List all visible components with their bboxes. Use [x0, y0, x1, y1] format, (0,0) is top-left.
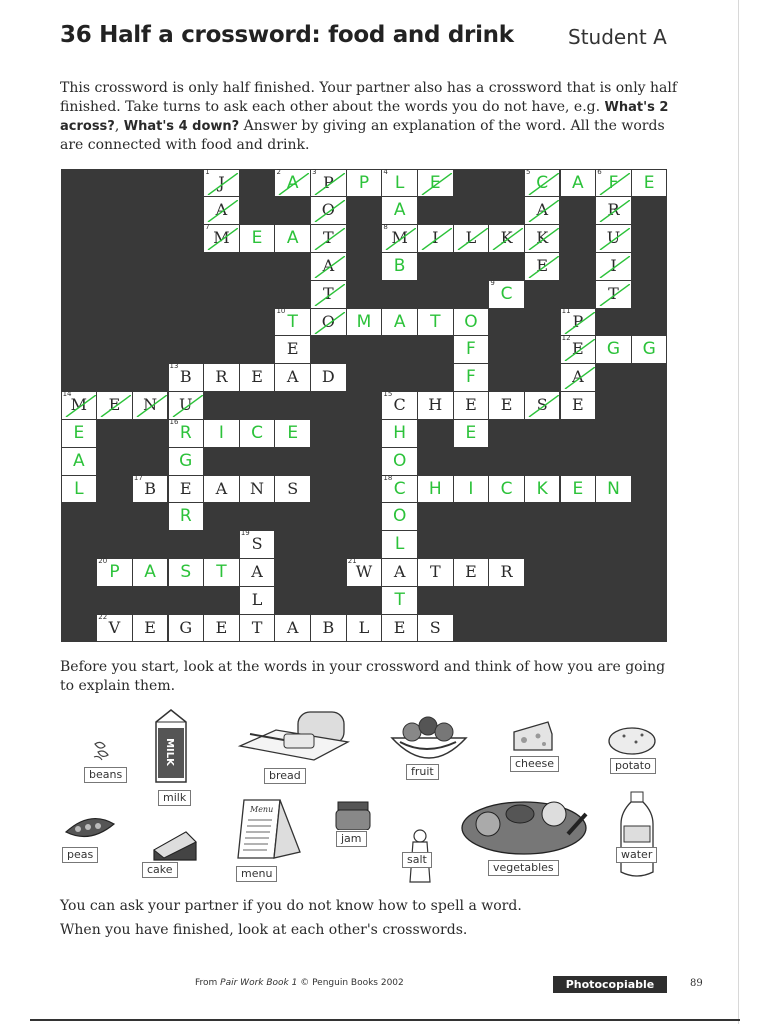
milk-carton-text: MILK	[164, 738, 175, 766]
example-question-1: What's 2 across?	[60, 100, 669, 134]
handwritten-letter: K	[536, 478, 548, 499]
crossword-cell	[525, 476, 559, 503]
crossword-cell	[561, 306, 595, 336]
printed-letter: E	[215, 617, 228, 637]
page-number: 89	[690, 978, 703, 989]
crossword-cell	[169, 503, 203, 530]
printed-letter: I	[610, 255, 617, 275]
printed-letter: G	[179, 617, 193, 637]
printed-letter: A	[322, 255, 335, 275]
crossword-cell	[561, 170, 595, 197]
handwritten-letter: C	[393, 478, 406, 499]
handwritten-letter: R	[179, 506, 192, 527]
crossword-cell	[561, 336, 595, 363]
jam-label: jam	[336, 831, 367, 847]
crossword-cell	[454, 225, 488, 252]
clue-number: 21	[347, 557, 357, 566]
crossword-cell	[632, 170, 666, 197]
printed-letter: D	[321, 367, 335, 387]
printed-letter: C	[393, 395, 406, 415]
handwritten-letter: P	[358, 172, 370, 193]
crossword-cell	[169, 448, 203, 475]
crossword-cell	[489, 559, 523, 586]
printed-letter: S	[287, 478, 299, 498]
printed-letter: E	[465, 562, 477, 582]
crossword-cell	[133, 615, 167, 642]
printed-letter: M	[70, 395, 87, 415]
handwritten-letter: P	[109, 562, 120, 583]
crossword-cell	[596, 281, 630, 308]
handwritten-letter: A	[572, 172, 584, 193]
crossword-cell	[169, 364, 203, 391]
cheese-label: cheese	[510, 756, 559, 772]
printed-letter: R	[500, 562, 513, 582]
potato-icon	[606, 724, 658, 758]
clue-number: 20	[98, 557, 108, 566]
crossword-cell	[454, 476, 488, 503]
crossword-cell	[347, 309, 381, 336]
handwritten-letter: F	[466, 367, 476, 388]
handwritten-letter: F	[608, 172, 619, 193]
handwritten-letter: E	[73, 422, 85, 443]
potato-label: potato	[610, 758, 656, 774]
fruit-bowl-icon	[388, 712, 470, 766]
crossword-cell	[418, 615, 452, 642]
printed-letter: L	[465, 228, 477, 248]
crossword-cell	[311, 309, 345, 336]
printed-letter: T	[608, 283, 619, 303]
crossword-cell	[596, 197, 630, 224]
clue-number: 14	[62, 390, 72, 399]
crossword-cell	[525, 225, 559, 252]
crossword-cell	[525, 167, 559, 197]
crossword-cell	[311, 225, 345, 252]
jam-jar-icon	[332, 800, 374, 830]
handwritten-letter: N	[607, 478, 620, 499]
printed-letter: E	[179, 478, 192, 498]
printed-letter: L	[358, 617, 370, 637]
crossword-cell	[97, 392, 131, 419]
clue-number: 12	[561, 334, 571, 343]
intro-text-2: Answer by giving an explanation of the word. All the words are connected with food and drink.	[60, 118, 665, 153]
printed-letter: E	[251, 367, 263, 387]
bottom-rule	[30, 1019, 740, 1021]
page-edge-shadow	[738, 0, 739, 1024]
printed-letter: E	[108, 395, 121, 415]
peas-icon	[62, 814, 118, 844]
handwritten-letter: O	[464, 311, 478, 332]
salt-label: salt	[402, 852, 432, 868]
clue-number: 4	[383, 167, 388, 176]
peas-label: peas	[62, 847, 98, 863]
clue-number: 6	[597, 167, 602, 176]
printed-letter: N	[250, 478, 265, 498]
printed-letter: K	[500, 228, 513, 248]
crossword-cell	[418, 170, 452, 197]
crossword-cell	[596, 253, 630, 280]
clue-number: 11	[561, 306, 571, 315]
clue-number: 7	[205, 223, 210, 232]
crossword-cell	[382, 167, 416, 197]
printed-letter: S	[536, 395, 548, 415]
crossword-cell	[382, 615, 416, 642]
crossword-cell	[596, 167, 630, 197]
crossword-cell	[133, 392, 167, 419]
beans-icon	[90, 738, 116, 764]
printed-letter: A	[215, 200, 228, 220]
handwritten-letter: A	[286, 228, 299, 249]
bread-label: bread	[264, 768, 306, 784]
crossword-cell	[418, 225, 452, 252]
crossword-cell	[97, 612, 131, 642]
crossword-cell	[169, 615, 203, 642]
vegetables-label: vegetables	[488, 860, 559, 876]
crossword-cell	[596, 336, 630, 363]
page-title: 36 Half a crossword: food and drink	[60, 22, 514, 48]
fruit-label: fruit	[406, 764, 439, 780]
milk-carton-icon	[150, 708, 192, 784]
handwritten-letter: T	[287, 311, 298, 332]
handwritten-letter: C	[500, 283, 513, 304]
crossword-cell	[489, 225, 523, 252]
handwritten-letter: A	[144, 562, 156, 583]
cake-label: cake	[142, 862, 178, 878]
crossword-cell	[62, 420, 96, 447]
student-label: Student A	[568, 25, 667, 49]
crossword-cell	[382, 197, 416, 224]
crossword-cell	[454, 559, 488, 586]
handwritten-letter: E	[429, 172, 441, 193]
clue-number: 8	[383, 223, 388, 232]
crossword-cell	[382, 420, 416, 447]
handwritten-letter: G	[179, 450, 193, 471]
crossword-cell	[62, 392, 96, 419]
handwritten-letter: L	[74, 478, 84, 499]
crossword-cell	[311, 197, 345, 224]
crossword-cell	[204, 420, 238, 447]
handwritten-letter: I	[468, 478, 474, 499]
photocopiable-badge: Photocopiable	[553, 976, 667, 993]
menu-card-text: Menu	[250, 805, 274, 814]
handwritten-letter: C	[536, 172, 549, 193]
printed-letter: E	[393, 617, 406, 637]
crossword-cell	[382, 253, 416, 280]
printed-letter: V	[108, 617, 121, 637]
footer-copyright: © Penguin Books 2002	[300, 978, 404, 988]
clue-number: 15	[383, 390, 393, 399]
beans-label: beans	[84, 767, 127, 783]
crossword-cell	[204, 225, 238, 252]
clue-number: 10	[276, 306, 286, 315]
printed-letter: T	[429, 562, 441, 582]
handwritten-letter: L	[394, 534, 405, 555]
crossword-cell	[347, 170, 381, 197]
handwritten-letter: G	[642, 339, 656, 360]
crossword-cell	[382, 587, 416, 614]
crossword-cell	[489, 392, 523, 419]
handwritten-letter: S	[180, 562, 192, 583]
handwritten-letter: F	[466, 339, 476, 360]
crossword-cell	[525, 392, 559, 419]
clue-number: 2	[276, 167, 281, 176]
crossword-cell	[382, 392, 416, 419]
crossword-cell	[596, 476, 630, 503]
crossword-cell	[418, 309, 452, 336]
printed-letter: P	[322, 172, 334, 192]
handwritten-letter: E	[643, 172, 655, 193]
crossword-cell	[347, 615, 381, 642]
printed-letter: A	[286, 367, 299, 387]
crossword-cell	[347, 559, 381, 586]
printed-letter: T	[323, 283, 334, 303]
printed-letter: E	[572, 339, 584, 359]
crossword-cell	[240, 225, 274, 252]
printed-letter: B	[322, 617, 335, 637]
printed-letter: S	[429, 617, 441, 637]
clue-number: 16	[169, 417, 179, 426]
handwritten-letter: T	[394, 589, 405, 610]
clue-number: 22	[98, 612, 108, 621]
crossword-cell	[275, 306, 309, 336]
printed-letter: A	[393, 562, 406, 582]
crossword-cell	[418, 392, 452, 419]
handwritten-letter: C	[251, 422, 263, 443]
handwritten-letter: T	[430, 311, 441, 332]
vegetables-icon	[458, 794, 592, 858]
printed-letter: K	[536, 228, 549, 248]
bread-icon	[236, 708, 356, 764]
crossword-cell	[240, 615, 274, 642]
crossword-cell	[240, 531, 274, 558]
handwritten-letter: C	[500, 478, 513, 499]
crossword-cell	[311, 364, 345, 391]
handwritten-letter: H	[428, 478, 442, 499]
printed-letter: A	[572, 367, 584, 387]
crossword-cell	[275, 225, 309, 252]
menu-label: menu	[236, 866, 277, 882]
handwritten-letter: E	[572, 478, 584, 499]
printed-letter: A	[536, 200, 548, 220]
crossword-cell	[632, 336, 666, 363]
handwritten-letter: E	[465, 422, 477, 443]
crossword-cell	[275, 167, 309, 197]
clue-number: 5	[526, 167, 531, 176]
intro-text-1: This crossword is only half finished. Your partner also has a crossword that is only half finished. Take turns to ask each other about the words you do not have, e.g.	[60, 80, 678, 115]
crossword-cell	[133, 559, 167, 586]
crossword-cell	[204, 364, 238, 391]
handwritten-letter: H	[393, 422, 407, 443]
printed-letter: M	[213, 228, 230, 248]
printed-letter: H	[428, 395, 443, 415]
printed-letter: E	[536, 255, 549, 275]
crossword-cell	[169, 476, 203, 503]
crossword-cell	[596, 225, 630, 252]
crossword-cell	[240, 476, 274, 503]
printed-letter: A	[286, 617, 299, 637]
handwritten-letter: A	[393, 311, 406, 332]
crossword-cell	[489, 278, 523, 308]
cake-icon	[150, 830, 200, 864]
crossword-cell	[169, 392, 203, 419]
crossword-cell	[240, 364, 274, 391]
crossword-cell	[561, 476, 595, 503]
printed-letter: T	[251, 617, 263, 637]
crossword-cell	[311, 615, 345, 642]
crossword-cell	[133, 473, 167, 503]
printed-letter: M	[391, 228, 408, 248]
crossword-grid	[61, 169, 667, 642]
printed-letter: A	[251, 562, 263, 582]
crossword-cell	[561, 364, 595, 391]
printed-letter: O	[321, 311, 335, 331]
handwritten-letter: A	[72, 450, 85, 471]
crossword-cell	[240, 420, 274, 447]
crossword-cell	[204, 559, 238, 586]
crossword-cell	[418, 476, 452, 503]
footer-source	[195, 978, 404, 988]
crossword-cell	[418, 559, 452, 586]
footer-book-title: Pair Work Book 1	[220, 978, 298, 988]
example-question-2: What's 4 down?	[123, 119, 240, 134]
printed-letter: R	[607, 200, 620, 220]
crossword-cell	[97, 559, 131, 586]
crossword-cell	[62, 448, 96, 475]
crossword-cell	[311, 167, 345, 197]
milk-label: milk	[158, 790, 191, 806]
crossword-cell	[489, 476, 523, 503]
crossword-cell	[454, 364, 488, 391]
handwritten-letter: E	[287, 422, 299, 443]
printed-letter: U	[606, 228, 621, 248]
printed-letter: A	[215, 478, 228, 498]
crossword-cell	[525, 197, 559, 224]
crossword-cell	[561, 392, 595, 419]
clue-number: 9	[490, 278, 495, 287]
handwritten-letter: O	[392, 506, 407, 527]
crossword-cell	[275, 615, 309, 642]
crossword-cell	[382, 531, 416, 558]
crossword-cell	[240, 587, 274, 614]
crossword-cell	[382, 309, 416, 336]
printed-letter: E	[465, 395, 477, 415]
printed-letter: B	[144, 478, 156, 498]
printed-letter: O	[321, 200, 335, 220]
printed-letter: W	[355, 562, 373, 582]
crossword-cell	[454, 309, 488, 336]
printed-letter: E	[144, 617, 156, 637]
printed-letter: E	[500, 395, 513, 415]
handwritten-letter: M	[356, 311, 372, 332]
crossword-cell	[169, 559, 203, 586]
closing-line-2: When you have finished, look at each other's crosswords.	[60, 922, 468, 938]
water-label: water	[616, 847, 657, 863]
printed-letter: B	[179, 367, 192, 387]
printed-letter: T	[323, 228, 334, 248]
instructions-paragraph: Before you start, look at the words in your crossword and think of how you are going to explain them.	[60, 659, 666, 694]
clue-number: 17	[133, 473, 143, 482]
crossword-cell	[169, 417, 203, 447]
clue-number: 19	[240, 529, 250, 538]
handwritten-letter: T	[216, 562, 227, 583]
handwritten-letter: A	[393, 200, 406, 221]
printed-letter: L	[251, 589, 263, 609]
crossword-cell	[204, 197, 238, 224]
printed-letter: P	[572, 311, 584, 331]
crossword-cell	[311, 253, 345, 280]
handwritten-letter: E	[251, 228, 263, 249]
printed-letter: S	[251, 534, 263, 554]
crossword-cell	[204, 615, 238, 642]
crossword-cell	[382, 225, 416, 252]
printed-letter: R	[215, 367, 228, 387]
handwritten-letter: G	[606, 339, 621, 360]
crossword-cell	[382, 473, 416, 503]
handwritten-letter: L	[394, 172, 405, 193]
crossword-cell	[275, 476, 309, 503]
handwritten-letter: A	[286, 172, 299, 193]
crossword-cell	[454, 392, 488, 419]
cheese-icon	[512, 720, 554, 754]
crossword-cell	[204, 167, 238, 197]
crossword-cell	[62, 476, 96, 503]
printed-letter: E	[286, 339, 299, 359]
footer-source-prefix: From	[195, 978, 221, 988]
crossword-cell	[454, 420, 488, 447]
clue-number: 3	[312, 167, 317, 176]
clue-number: 18	[383, 473, 393, 482]
crossword-cell	[240, 559, 274, 586]
printed-letter: N	[143, 395, 158, 415]
crossword-cell	[525, 253, 559, 280]
handwritten-letter: I	[218, 422, 224, 443]
printed-letter: I	[432, 228, 439, 248]
handwritten-letter: B	[393, 255, 406, 276]
handwritten-letter: R	[179, 422, 192, 443]
closing-line-1: You can ask your partner if you do not know how to spell a word.	[60, 898, 522, 914]
printed-letter: J	[218, 172, 225, 192]
crossword-cell	[382, 448, 416, 475]
printed-letter: E	[572, 395, 584, 415]
clue-number: 13	[169, 362, 179, 371]
crossword-cell	[204, 476, 238, 503]
handwritten-letter: O	[392, 450, 407, 471]
crossword-cell	[382, 559, 416, 586]
crossword-cell	[275, 364, 309, 391]
crossword-cell	[311, 281, 345, 308]
crossword-cell	[275, 420, 309, 447]
clue-number: 1	[205, 167, 210, 176]
crossword-cell	[275, 336, 309, 363]
menu-card-icon	[234, 796, 304, 862]
water-bottle-icon	[616, 790, 658, 880]
printed-letter: U	[179, 395, 193, 415]
crossword-cell	[454, 336, 488, 363]
crossword-cell	[382, 503, 416, 530]
intro-paragraph: This crossword is only half finished. Your partner also has a crossword that is only half finished. Take turns to ask each other about the words you do not have, e.g. What's 2 across?, What's 4 down? Answer by giving an explanation of the word. All the words are connected with food and drink.	[60, 80, 678, 153]
